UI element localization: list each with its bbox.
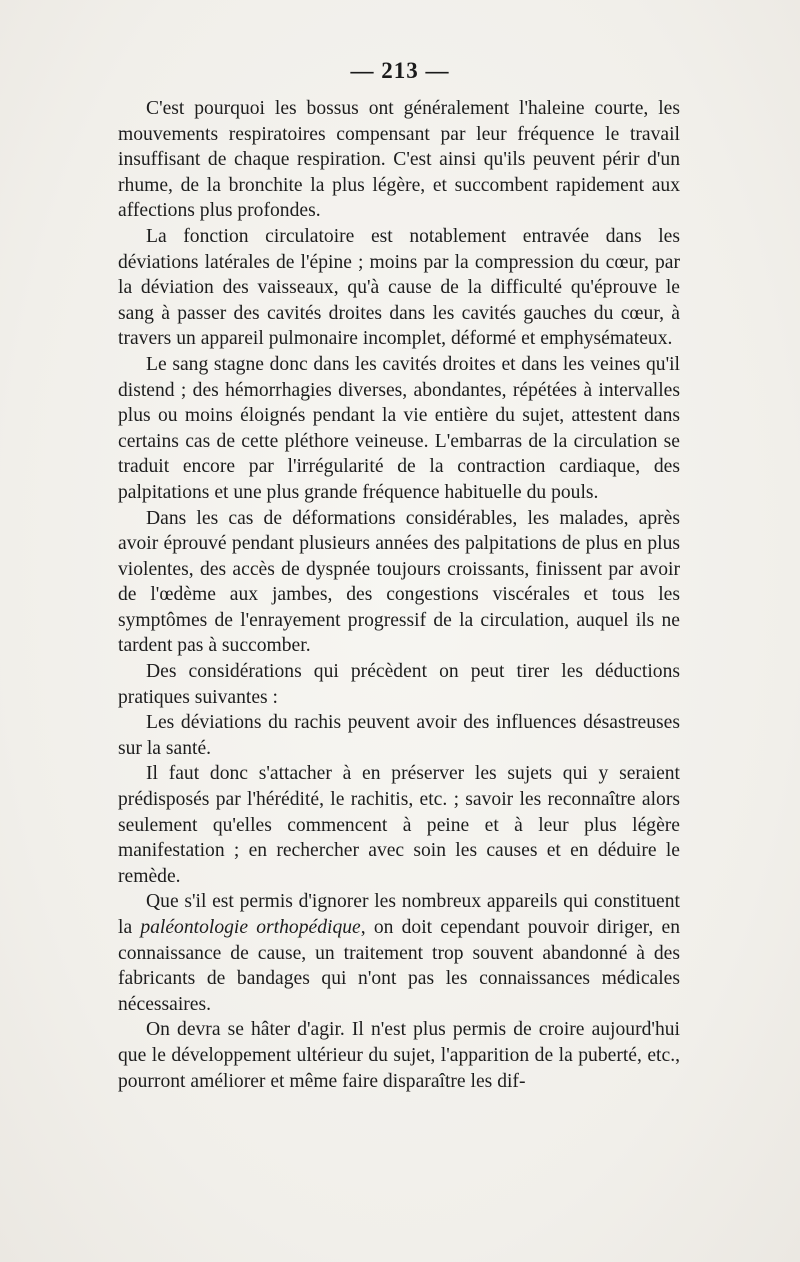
paragraph-4: Dans les cas de déformations considérables, les malades, après avoir éprouvé pendant plusieurs années des palpitations de plus en plus violentes, des accès de dyspnée toujours croissants, finissent par avoir de l'œdème aux jambes, des congestions viscérales et tous les symptômes de l'enrayement progressif de la circulation, auquel ils ne tardent pas à succomber. [118,507,680,657]
paragraph-7: Il faut donc s'attacher à en préserver les sujets qui y seraient prédisposés par l'hérédité, le rachitis, etc. ; savoir les reconnaître alors seulement qu'elles commencent à peine et à leur plus légère manifestation ; en rechercher avec soin les causes et en déduire le remède. [118,763,680,887]
paragraph-8-italic-term: paléontologie orthopédique [140,917,361,938]
paragraph-5: Des considérations qui précèdent on peut tirer les déductions pratiques suivantes : [118,661,680,708]
paragraph-8-start: Que s'il est permis d'ignorer les nombreux appareils qui constituent la [118,891,680,938]
paragraph-1: C'est pourquoi les bossus ont généralement l'haleine courte, les mouvements respiratoires compensant par leur fréquence le travail insuffisant de chaque respiration. C'est ainsi qu'ils peuvent périr d'un rhume, de la bronchite la plus légère, et succombent rapidement aux affections plus profondes. [118,98,680,222]
paragraph-2: La fonction circulatoire est notablement entravée dans les déviations latérales de l'épine ; moins par la compression du cœur, par la déviation des vaisseaux, qu'à cause de la difficulté qu'éprouve le sang à passer des cavités droites dans les cavités gauches du cœur, à travers un appareil pulmonaire incomplet, déformé et emphysémateux. [118,225,680,350]
page-number: — 213 — [350,58,450,83]
paragraph-8-end: , on doit cependant pouvoir diriger, en connaissance de cause, un traitement trop souvent abandonné à des fabricants de bandages qui n'ont pas les connaissances médicales nécessaires. [118,917,680,1015]
paragraph-9: On devra se hâter d'agir. Il n'est plus permis de croire aujourd'hui que le développement ultérieur du sujet, l'apparition de la puberté, etc., pourront améliorer et même faire disparaître les dif- [118,1019,680,1092]
paragraph-3: Le sang stagne donc dans les cavités droites et dans les veines qu'il distend ; des hémorrhagies diverses, abondantes, répétées à intervalles plus ou moins éloignés pendant la vie entière du sujet, attestent dans certains cas de cette pléthore veineuse. L'embarras de la circulation se traduit encore par l'irrégularité de la contraction cardiaque, des palpitations et une plus grande fréquence habituelle du pouls. [118,353,680,503]
paragraph-8 [118,889,680,1017]
body-text [118,96,680,1094]
paragraph-6: Les déviations du rachis peuvent avoir des influences désastreuses sur la santé. [118,712,680,759]
